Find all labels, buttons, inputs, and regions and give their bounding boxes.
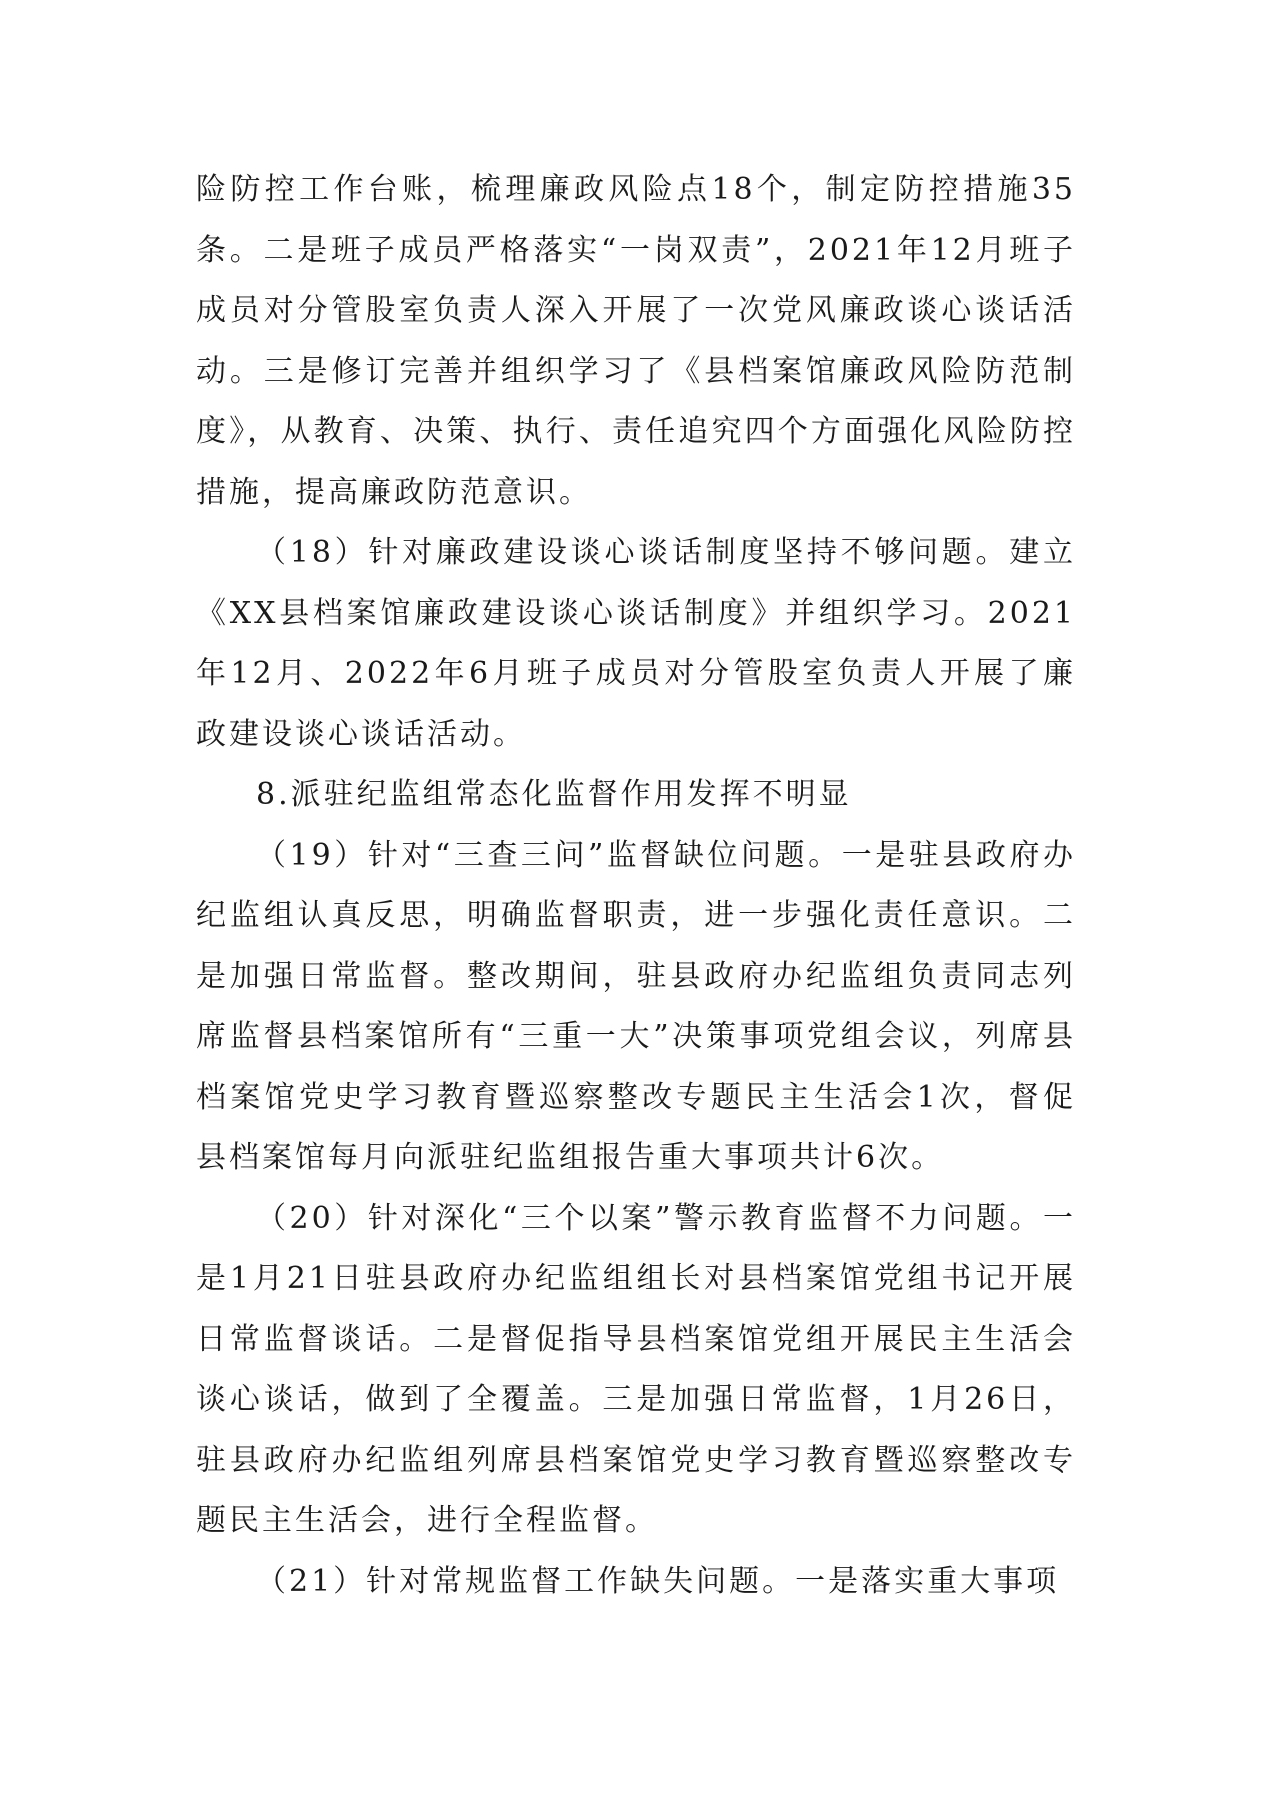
section-heading-8: 8.派驻纪监组常态化监督作用发挥不明显 [256, 777, 852, 812]
paragraph-item-18: （18）针对廉政建设谈心谈话制度坚持不够问题。建立《XX县档案馆廉政建设谈心谈话制度》并组织学习。2021年12月、2022年6月班子成员对分管股室负责人开展了廉政建设谈心谈话活动。 [196, 535, 1076, 752]
paragraph-item-21: （21）针对常规监督工作缺失问题。一是落实重大事项 [256, 1563, 1060, 1599]
paragraph-continuation: 险防控工作台账，梳理廉政风险点18个，制定防控措施35条。二是班子成员严格落实“一岗双责”，2021年12月班子成员对分管股室负责人深入开展了一次党风廉政谈心谈话活动。三是修订完善并组织学习了《县档案馆廉政风险防范制度》，从教育、决策、执行、责任追究四个方面强化风险防控措施，提高廉政防范意识。 [196, 172, 1076, 510]
document-body [196, 160, 1076, 1612]
paragraph-item-19: （19）针对“三查三问”监督缺位问题。一是驻县政府办纪监组认真反思，明确监督职责，进一步强化责任意识。二是加强日常监督。整改期间，驻县政府办纪监组负责同志列席监督县档案馆所有“三重一大”决策事项党组会议，列席县档案馆党史学习教育暨巡察整改专题民主生活会1次，督促县档案馆每月向派驻纪监组报告重大事项共计6次。 [196, 837, 1076, 1175]
paragraph-item-20: （20）针对深化“三个以案”警示教育监督不力问题。一是1月21日驻县政府办纪监组组长对县档案馆党组书记开展日常监督谈话。二是督促指导县档案馆党组开展民主生活会谈心谈话，做到了全覆盖。三是加强日常监督，1月26日，驻县政府办纪监组列席县档案馆党史学习教育暨巡察整改专题民主生活会，进行全程监督。 [196, 1200, 1076, 1538]
